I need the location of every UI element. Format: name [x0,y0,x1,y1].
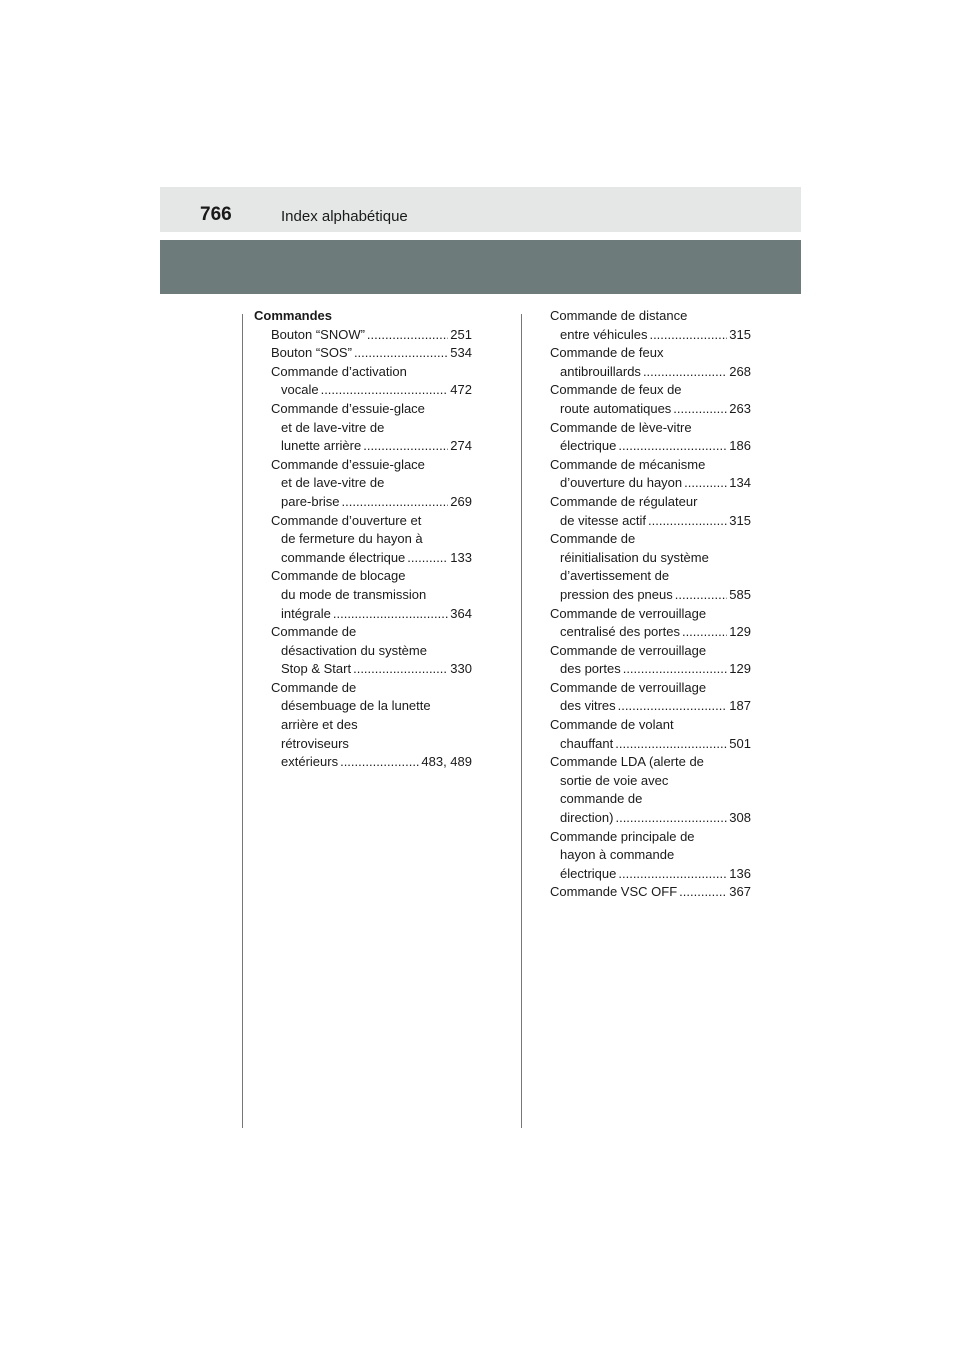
index-entry-text: de vitesse actif [560,512,646,528]
index-entry-text: lunette arrière [281,438,362,454]
index-entry-text: Bouton “SOS” [271,345,352,361]
index-entry-line: sortie de voie avec [560,772,669,788]
column-divider-left [242,314,243,1128]
index-entry-line: Commande de verrouillage [550,605,707,621]
index-entry-line: du mode de transmission [281,586,427,602]
index-entry-text: route automatiques [560,400,672,416]
index-entry [254,400,472,456]
page-reference: 472 [450,382,472,398]
page-reference: 187 [729,698,751,714]
dot-leader [679,883,727,902]
index-entry [254,344,472,363]
index-column-right [550,307,751,902]
index-entry-line: Commande de feux [550,345,664,361]
index-entry [550,344,751,381]
page-reference: 315 [729,326,751,342]
page-reference: 274 [450,438,472,454]
index-entry-line [254,326,472,345]
index-entry-line: Commande de verrouillage [550,679,707,695]
index-entry-line: désactivation du système [281,642,427,658]
index-entry [550,716,751,753]
page-reference: 263 [729,400,751,416]
index-entry-line [550,697,751,716]
index-entry [550,642,751,679]
index-entry-line: Commande de lève-vitre [550,419,692,435]
dot-leader [353,660,448,679]
header-bar [160,187,801,232]
dot-leader [673,400,727,419]
index-entry-line: commande de [560,791,643,807]
index-entry [550,493,751,530]
index-entry-line [254,753,472,772]
index-entry-line: Commande de [271,624,357,640]
index-entry [254,512,472,568]
index-entry-line: Commande d’essuie-glace [271,456,425,472]
index-entry [550,419,751,456]
index-entry-line [550,437,751,456]
dot-leader [649,326,727,345]
page-reference: 367 [729,884,751,900]
index-entry-line [254,381,472,400]
index-entry-text: entre véhicules [560,326,648,342]
page-reference: 534 [450,345,472,361]
index-entry-text: des portes [560,661,621,677]
index-entry-line [254,493,472,512]
index-entry [550,456,751,493]
index-entry-line [254,437,472,456]
page-reference: 133 [450,549,472,565]
index-entry-line [550,474,751,493]
index-entry-line [550,623,751,642]
dot-leader [407,549,448,568]
page-number: 766 [200,204,232,225]
index-entry-line [254,549,472,568]
page-reference: 129 [729,661,751,677]
index-entry [550,753,751,827]
dot-leader [618,697,728,716]
index-entry-line: d’avertissement de [560,568,670,584]
index-entry-text: commande électrique [281,549,406,565]
index-entry-line: Commande d’ouverture et [271,512,422,528]
dot-leader [675,586,728,605]
index-entry-text: Commande VSC OFF [550,884,678,900]
page-reference: 364 [450,605,472,621]
index-entry-text: d’ouverture du hayon [560,475,683,491]
index-entry-line: Commande LDA (alerte de [550,754,704,770]
index-entry-text: pression des pneus [560,586,673,602]
index-entry-line [254,344,472,363]
index-entry-line [550,363,751,382]
index-entry [550,307,751,344]
index-entry-line: Commande de blocage [271,568,406,584]
index-entry-line: Commande de [550,531,636,547]
dot-leader [684,474,727,493]
dot-leader [643,363,727,382]
page-reference: 134 [729,475,751,491]
index-entry [254,326,472,345]
index-entry-line: et de lave-vitre de [281,475,385,491]
index-entry-line: et de lave-vitre de [281,419,385,435]
index-heading: Commandes [254,308,333,323]
dot-leader [648,512,727,531]
index-entry [550,381,751,418]
section-band [160,240,801,294]
index-entry-line [550,660,751,679]
page-reference: 501 [729,735,751,751]
index-entry-text: électrique [560,438,617,454]
index-entry [550,605,751,642]
index-entry [550,679,751,716]
page-reference: 308 [729,810,751,826]
index-column-left [254,307,472,772]
index-entry-line: hayon à commande [560,847,675,863]
dot-leader [321,381,449,400]
index-entry [254,567,472,623]
index-entry [254,363,472,400]
index-entry-line [254,660,472,679]
dot-leader [363,437,448,456]
dot-leader [367,326,448,345]
page-reference: 315 [729,512,751,528]
dot-leader [615,735,727,754]
index-entry-line: Commande de volant [550,717,674,733]
index-entry-text: antibrouillards [560,363,641,379]
index-entry-text: chauffant [560,735,614,751]
index-entry-text: des vitres [560,698,616,714]
index-entry-line: arrière et des [281,717,358,733]
index-entry-line [550,400,751,419]
index-entry-line: de fermeture du hayon à [281,531,423,547]
index-entry-text: pare-brise [281,493,340,509]
index-entry-line: Commande de mécanisme [550,456,706,472]
column-divider-middle [521,314,522,1128]
page-reference: 269 [450,493,472,509]
page-reference: 268 [729,363,751,379]
index-entry-line: Commande d’activation [271,363,407,379]
index-entry-line [550,512,751,531]
page-reference: 136 [729,865,751,881]
index-entry-text: intégrale [281,605,331,621]
index-entry-line: réinitialisation du système [560,549,709,565]
dot-leader [333,605,448,624]
index-entry-line: Commande de verrouillage [550,642,707,658]
index-entry-line [550,883,751,902]
dot-leader [342,493,449,512]
page-title: Index alphabétique [281,208,408,225]
dot-leader [623,660,728,679]
dot-leader [354,344,448,363]
index-entry-text: vocale [281,382,319,398]
index-entry-line [550,735,751,754]
index-entry [254,679,472,772]
index-entry-line [550,809,751,828]
index-entry-text: extérieurs [281,754,339,770]
page-reference: 585 [729,586,751,602]
index-entry-line: Commande de régulateur [550,493,698,509]
index-entry-line: Commande principale de [550,828,695,844]
index-entry-line: Commande de distance [550,308,688,323]
page-reference: 251 [450,326,472,342]
page-reference: 129 [729,624,751,640]
index-entry-line [550,326,751,345]
index-entry-line: Commande de feux de [550,382,682,398]
index-entry-line: rétroviseurs [281,735,349,751]
page-reference: 330 [450,661,472,677]
dot-leader [618,865,727,884]
index-entry-line: désembuage de la lunette [281,698,431,714]
index-entry [254,623,472,679]
index-entry [550,828,751,884]
index-entry-line [550,865,751,884]
index-entry-text: Bouton “SNOW” [271,326,365,342]
index-entry [550,530,751,604]
index-entry-line [254,605,472,624]
index-entry [550,883,751,902]
dot-leader [682,623,727,642]
page-reference: 483, 489 [421,754,472,770]
index-entry-text: direction) [560,810,614,826]
dot-leader [618,437,727,456]
index-entry-text: électrique [560,865,617,881]
index-entry-line [550,586,751,605]
index-entry [254,456,472,512]
dot-leader [340,753,419,772]
index-entry-line: Commande de [271,679,357,695]
page-reference: 186 [729,438,751,454]
index-entry-text: Stop & Start [281,661,352,677]
index-entry-line: Commande d’essuie-glace [271,400,425,416]
index-entry-text: centralisé des portes [560,624,680,640]
dot-leader [615,809,727,828]
